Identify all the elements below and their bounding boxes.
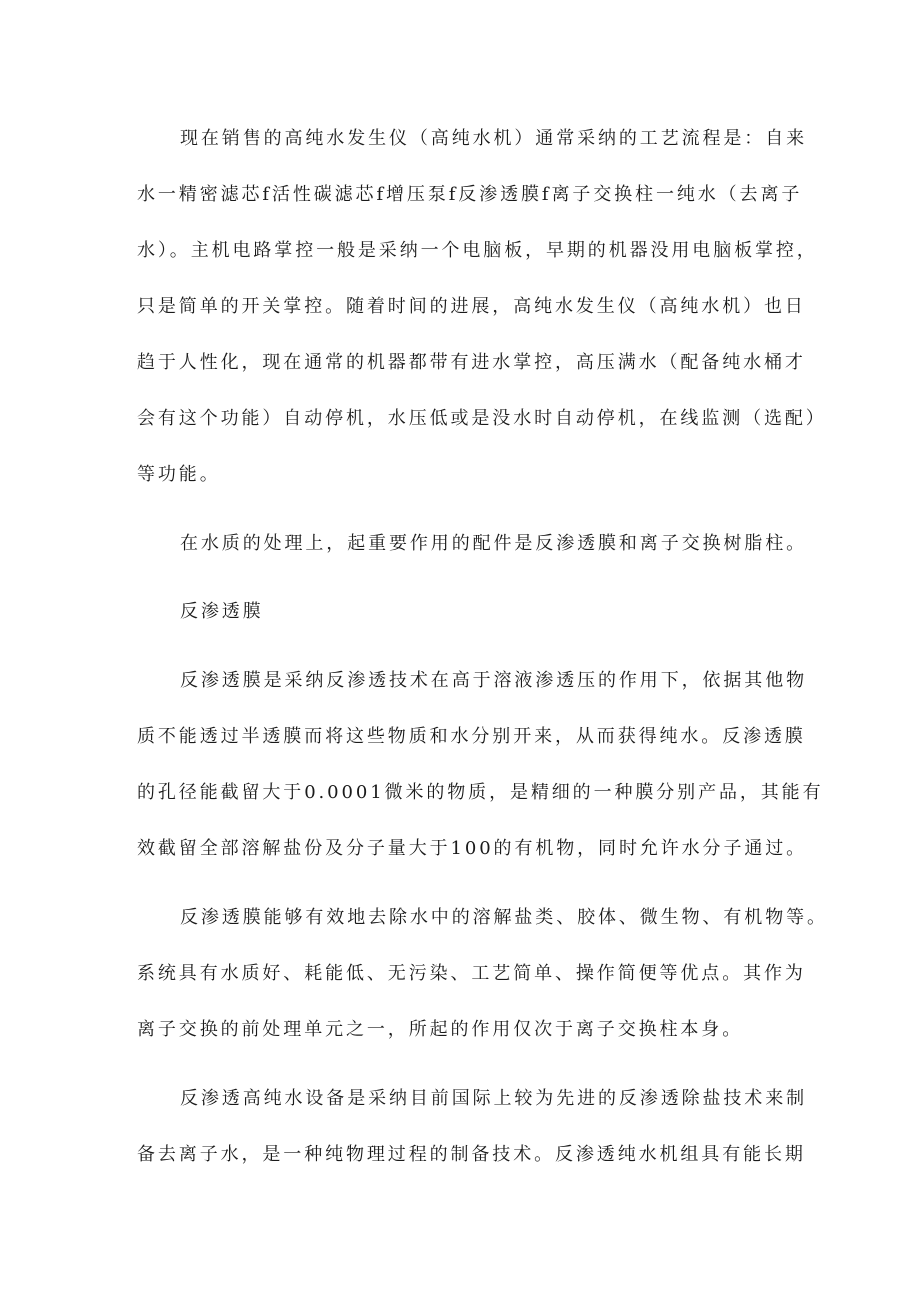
paragraph-1-line-2: 水一精密滤芯f活性碳滤芯f增压泵f反渗透膜f离子交换柱一纯水（去离子 (137, 184, 803, 205)
paragraph-4-line-2: 质不能透过半透膜而将这些物质和水分别开来，从而获得纯水。反渗透膜 (137, 726, 806, 747)
paragraph-1-line-5: 趋于人性化，现在通常的机器都带有进水掌控，高压满水（配备纯水桶才 (137, 352, 806, 373)
paragraph-6-line-2: 备去离子水，是一种纯物理过程的制备技术。反渗透纯水机组具有能长期 (137, 1144, 806, 1165)
paragraph-6-line-1: 反渗透高纯水设备是采纳目前国际上较为先进的反渗透除盐技术来制 (180, 1088, 807, 1109)
paragraph-2-line-1: 在水质的处理上，起重要作用的配件是反渗透膜和离子交换树脂柱。 (180, 533, 807, 554)
paragraph-5-line-1: 反渗透膜能够有效地去除水中的溶解盐类、胶体、微生物、有机物等。 (180, 907, 828, 928)
paragraph-1-line-1: 现在销售的高纯水发生仪（高纯水机）通常采纳的工艺流程是：自来 (180, 128, 807, 149)
paragraph-1-line-6: 会有这个功能）自动停机，水压低或是没水时自动停机，在线监测（选配） (137, 408, 827, 429)
paragraph-4-line-1: 反渗透膜是采纳反渗透技术在高于溶液渗透压的作用下，依据其他物 (180, 670, 807, 691)
paragraph-4-line-3: 的孔径能截留大于0.0001微米的物质，是精细的一种膜分别产品，其能有 (137, 782, 824, 803)
paragraph-1-line-4: 只是简单的开关掌控。随着时间的进展，高纯水发生仪（高纯水机）也日 (137, 296, 806, 317)
paragraph-5-line-3: 离子交换的前处理单元之一，所起的作用仅次于离子交换柱本身。 (137, 1019, 744, 1040)
section-heading: 反渗透膜 (180, 601, 264, 622)
paragraph-1-line-3: 水）。主机电路掌控一般是采纳一个电脑板，早期的机器没用电脑板掌控， (137, 240, 818, 261)
paragraph-5-line-2: 系统具有水质好、耗能低、无污染、工艺简单、操作简便等优点。其作为 (137, 963, 806, 984)
paragraph-4-line-4: 效截留全部溶解盐份及分子量大于100的有机物，同时允许水分子通过。 (137, 838, 808, 859)
paragraph-1-line-7: 等功能。 (137, 464, 221, 485)
